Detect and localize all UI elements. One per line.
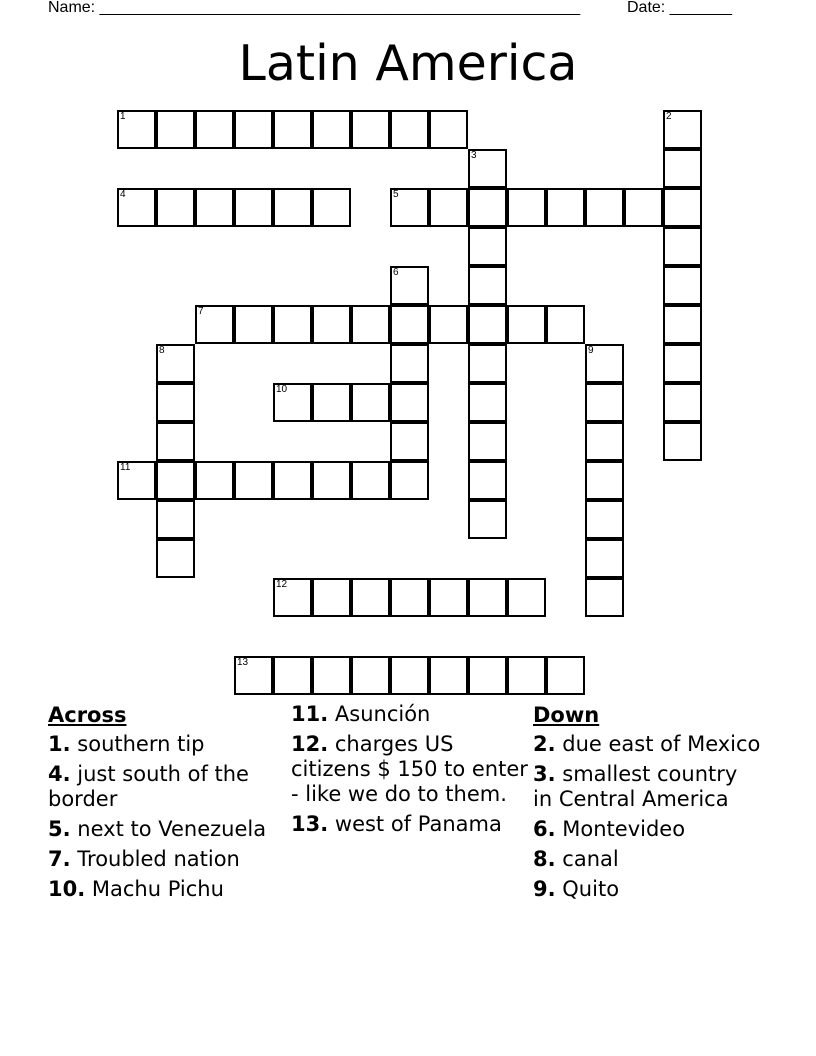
grid-cell[interactable] (234, 305, 273, 344)
grid-cell[interactable] (234, 461, 273, 500)
clue-item (533, 762, 763, 812)
grid-cell[interactable] (312, 305, 351, 344)
clue-text: west of Panama (334, 812, 502, 836)
clue-text: smallest country in Central America (533, 762, 738, 811)
clue-number: 6. (533, 817, 556, 841)
grid-cell[interactable] (663, 266, 702, 305)
grid-cell[interactable] (390, 656, 429, 695)
grid-cell[interactable] (546, 305, 585, 344)
clue-text: next to Venezuela (77, 817, 267, 841)
grid-cell[interactable] (390, 578, 429, 617)
grid-cell[interactable] (429, 305, 468, 344)
grid-cell[interactable] (585, 539, 624, 578)
puzzle-title: Latin America (238, 35, 578, 92)
clue-number: 13. (291, 812, 329, 836)
grid-cell[interactable] (273, 578, 312, 617)
grid-cell[interactable] (273, 110, 312, 149)
grid-cell[interactable] (156, 500, 195, 539)
grid-cell[interactable] (312, 656, 351, 695)
clue-number: 4 (120, 189, 126, 200)
clue-item (291, 732, 531, 807)
grid-cell[interactable] (156, 110, 195, 149)
across-clue-list-continued (291, 702, 531, 837)
grid-cell[interactable] (468, 266, 507, 305)
clue-number: 12 (276, 579, 288, 590)
grid-cell[interactable] (273, 656, 312, 695)
grid-cell[interactable] (663, 149, 702, 188)
name-field: Name: ______________________________________________________ (48, 0, 581, 16)
grid-cell[interactable] (351, 383, 390, 422)
grid-cell[interactable] (117, 110, 156, 149)
grid-cell[interactable] (390, 422, 429, 461)
grid-cell[interactable] (585, 383, 624, 422)
clue-number: 11. (291, 702, 329, 726)
grid-cell[interactable] (663, 383, 702, 422)
clue-number: 1. (48, 732, 71, 756)
grid-cell[interactable] (351, 578, 390, 617)
clue-text: Quito (562, 877, 620, 901)
clue-text: canal (562, 847, 619, 871)
grid-cell[interactable] (156, 539, 195, 578)
clue-text: Troubled nation (77, 847, 240, 871)
grid-cell[interactable] (468, 578, 507, 617)
grid-cell[interactable] (273, 188, 312, 227)
grid-cell[interactable] (390, 188, 429, 227)
clue-item (533, 847, 763, 872)
grid-cell[interactable] (156, 461, 195, 500)
grid-cell[interactable] (663, 344, 702, 383)
clue-item (291, 812, 531, 837)
clue-text: Montevideo (562, 817, 686, 841)
grid-cell[interactable] (585, 500, 624, 539)
down-heading: Down (533, 703, 600, 727)
grid-cell[interactable] (390, 305, 429, 344)
grid-cell[interactable] (156, 383, 195, 422)
grid-cell[interactable] (351, 461, 390, 500)
grid-cell[interactable] (312, 188, 351, 227)
across-clues-continued (291, 702, 531, 842)
clue-number: 3. (533, 762, 556, 786)
clue-number: 10. (48, 877, 86, 901)
grid-cell[interactable] (429, 578, 468, 617)
grid-cell[interactable] (663, 188, 702, 227)
grid-cell[interactable] (390, 461, 429, 500)
grid-cell[interactable] (195, 461, 234, 500)
across-clue-list (48, 732, 288, 902)
grid-cell[interactable] (546, 656, 585, 695)
clue-text: Machu Pichu (91, 877, 224, 901)
across-clues-column (48, 702, 288, 907)
grid-cell[interactable] (351, 305, 390, 344)
clue-number: 8. (533, 847, 556, 871)
grid-cell[interactable] (429, 188, 468, 227)
clue-text: Asunción (334, 702, 431, 726)
clue-number: 13 (237, 657, 249, 668)
grid-cell[interactable] (468, 344, 507, 383)
grid-cell[interactable] (312, 461, 351, 500)
clue-item (533, 732, 763, 757)
grid-cell[interactable] (156, 188, 195, 227)
grid-cell[interactable] (468, 188, 507, 227)
clue-number: 1 (120, 111, 126, 122)
grid-cell[interactable] (585, 344, 624, 383)
grid-cell[interactable] (468, 149, 507, 188)
grid-cell[interactable] (195, 110, 234, 149)
grid-cell[interactable] (234, 110, 273, 149)
grid-cell[interactable] (468, 656, 507, 695)
grid-cell[interactable] (663, 305, 702, 344)
grid-cell[interactable] (663, 110, 702, 149)
clue-item (48, 762, 288, 812)
clue-number: 4. (48, 762, 71, 786)
grid-cell[interactable] (312, 578, 351, 617)
clue-number: 2 (666, 111, 672, 122)
grid-cell[interactable] (351, 110, 390, 149)
grid-cell[interactable] (507, 578, 546, 617)
grid-cell[interactable] (351, 656, 390, 695)
clue-number: 5. (48, 817, 71, 841)
clue-number: 10 (276, 384, 288, 395)
grid-cell[interactable] (273, 461, 312, 500)
clue-number: 9. (533, 877, 556, 901)
grid-cell[interactable] (468, 305, 507, 344)
clue-number: 7 (198, 306, 204, 317)
grid-cell[interactable] (624, 188, 663, 227)
clue-item (533, 877, 763, 902)
clue-number: 11 (120, 462, 131, 473)
clue-item (533, 817, 763, 842)
grid-cell[interactable] (663, 422, 702, 461)
clue-number: 7. (48, 847, 71, 871)
grid-cell[interactable] (468, 422, 507, 461)
clue-text: southern tip (77, 732, 205, 756)
down-clue-list (533, 732, 763, 902)
grid-cell[interactable] (468, 383, 507, 422)
grid-cell[interactable] (585, 461, 624, 500)
grid-cell[interactable] (429, 110, 468, 149)
across-heading: Across (48, 703, 127, 727)
date-field: Date: _______ (627, 0, 732, 16)
grid-cell[interactable] (390, 383, 429, 422)
grid-cell[interactable] (663, 227, 702, 266)
grid-cell[interactable] (156, 422, 195, 461)
grid-cell[interactable] (195, 188, 234, 227)
clue-number: 5 (393, 189, 399, 200)
grid-cell[interactable] (429, 656, 468, 695)
grid-cell[interactable] (195, 305, 234, 344)
clue-text: charges US citizens $ 150 to enter - like we do to them. (291, 732, 528, 806)
grid-cell[interactable] (507, 305, 546, 344)
grid-cell[interactable] (234, 188, 273, 227)
grid-cell[interactable] (117, 461, 156, 500)
grid-cell[interactable] (234, 656, 273, 695)
grid-cell[interactable] (585, 188, 624, 227)
grid-cell[interactable] (468, 461, 507, 500)
grid-cell[interactable] (117, 188, 156, 227)
clue-text: due east of Mexico (562, 732, 761, 756)
clue-item (291, 702, 531, 727)
grid-cell[interactable] (585, 422, 624, 461)
clue-number: 2. (533, 732, 556, 756)
clue-number: 9 (588, 345, 594, 356)
grid-cell[interactable] (468, 227, 507, 266)
grid-cell[interactable] (390, 266, 429, 305)
grid-cell[interactable] (312, 383, 351, 422)
grid-cell[interactable] (390, 344, 429, 383)
grid-cell[interactable] (273, 305, 312, 344)
grid-cell[interactable] (585, 578, 624, 617)
down-clues-column (533, 702, 763, 907)
clue-number: 8 (159, 345, 165, 356)
clue-item (48, 817, 288, 842)
grid-cell[interactable] (468, 500, 507, 539)
clue-item (48, 847, 288, 872)
clue-item (48, 732, 288, 757)
grid-cell[interactable] (312, 110, 351, 149)
clue-number: 6 (393, 267, 399, 278)
grid-cell[interactable] (507, 188, 546, 227)
clue-number: 12. (291, 732, 329, 756)
clue-text: just south of the border (48, 762, 249, 811)
grid-cell[interactable] (273, 383, 312, 422)
clue-number: 3 (471, 150, 477, 161)
grid-cell[interactable] (390, 110, 429, 149)
grid-cell[interactable] (156, 344, 195, 383)
clue-item (48, 877, 288, 902)
grid-cell[interactable] (507, 656, 546, 695)
grid-cell[interactable] (546, 188, 585, 227)
